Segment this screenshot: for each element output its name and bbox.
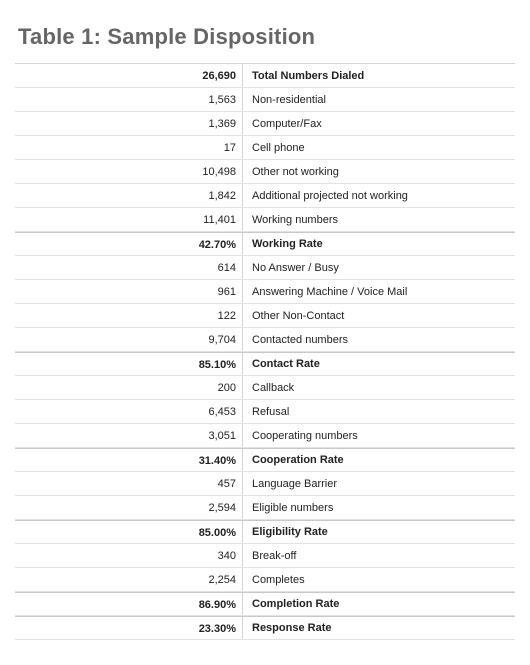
row-value: 2,254 [15,568,243,591]
table-row [15,496,515,520]
row-value: 85.00% [15,521,243,543]
row-value: 614 [15,256,243,279]
row-value: 340 [15,544,243,567]
sample-disposition-table [15,63,515,640]
row-value: 3,051 [15,424,243,447]
row-label: Other not working [252,165,339,178]
row-value: 26,690 [15,64,243,87]
row-label: Computer/Fax [252,117,322,130]
row-value: 11,401 [15,208,243,231]
table-row [15,160,515,184]
row-value: 122 [15,304,243,327]
table-row [15,376,515,400]
row-value: 42.70% [15,233,243,255]
row-label: Contacted numbers [252,333,348,346]
table-row [15,304,515,328]
row-label: Cooperating numbers [252,429,358,442]
table-row [15,88,515,112]
row-label: Additional projected not working [252,189,408,202]
row-label: Completion Rate [252,598,340,610]
row-label: Eligible numbers [252,501,334,514]
table-title: Table 1: Sample Disposition [18,24,316,49]
summary-row [15,64,515,88]
summary-row [15,448,515,472]
table-row [15,256,515,280]
row-value: 961 [15,280,243,303]
row-label: Completes [252,573,305,586]
row-label: Break-off [252,549,297,562]
row-value: 1,369 [15,112,243,135]
row-label: Working numbers [252,213,338,226]
summary-row [15,520,515,544]
row-value: 6,453 [15,400,243,423]
row-label: Cell phone [252,141,305,154]
row-label: Callback [252,381,295,394]
table-row [15,328,515,352]
row-value: 2,594 [15,496,243,519]
row-label: Contact Rate [252,358,320,370]
row-value: 86.90% [15,593,243,615]
table-row [15,280,515,304]
row-label: Eligibility Rate [252,526,328,538]
table-row [15,544,515,568]
row-value: 17 [15,136,243,159]
row-value: 85.10% [15,353,243,375]
table-row [15,136,515,160]
row-value: 200 [15,376,243,399]
row-label: Working Rate [252,238,323,250]
row-label: Other Non-Contact [252,309,345,322]
row-label: Total Numbers Dialed [252,69,365,82]
row-label: Refusal [252,405,290,418]
summary-row [15,352,515,376]
table-row [15,184,515,208]
summary-row [15,592,515,616]
row-value: 9,704 [15,328,243,351]
table-row [15,424,515,448]
row-label: Language Barrier [252,477,338,490]
row-label: Answering Machine / Voice Mail [252,285,408,298]
row-label: Cooperation Rate [252,454,344,466]
table-row [15,472,515,496]
row-label: Response Rate [252,622,332,634]
row-label: No Answer / Busy [252,261,339,274]
summary-row [15,232,515,256]
row-value: 23.30% [15,617,243,639]
row-value: 1,842 [15,184,243,207]
table-row [15,112,515,136]
row-label: Non-residential [252,93,326,106]
row-value: 1,563 [15,88,243,111]
table-row [15,568,515,592]
row-value: 10,498 [15,160,243,183]
table-row [15,208,515,232]
table-row [15,400,515,424]
summary-row [15,616,515,640]
row-value: 31.40% [15,449,243,471]
row-value: 457 [15,472,243,495]
